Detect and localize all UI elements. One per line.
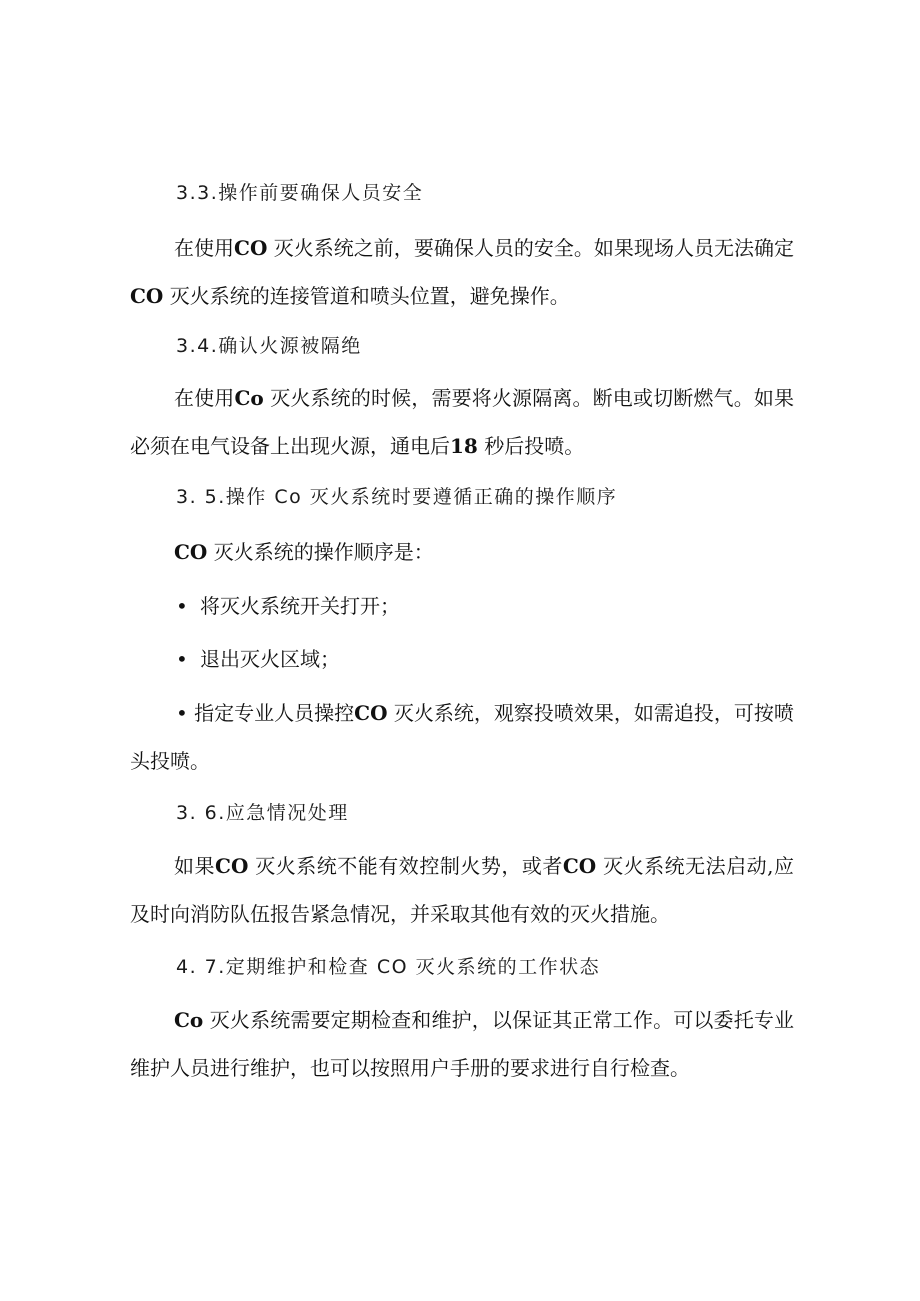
section-paragraph-4-7 — [130, 996, 794, 1092]
bullet-icon: • — [176, 594, 188, 618]
procedure-step-3 — [130, 689, 794, 785]
text-run-bold: CO — [562, 854, 597, 878]
text-run: 灭火系统的操作顺序是： — [213, 540, 434, 564]
step-text: 将灭火系统开关打开； — [200, 594, 400, 618]
text-run: 灭火系统的连接管道和喷头位置，避免操作。 — [169, 284, 570, 308]
text-run: 在使用 — [174, 386, 235, 410]
text-run: 在使用 — [174, 236, 235, 260]
procedure-step-2 — [176, 644, 340, 674]
section-heading-3-6: 3. 6.应急情况处理 — [176, 802, 349, 824]
text-run-bold: 18 — [450, 434, 478, 458]
text-run-bold: CO — [215, 854, 249, 878]
step-text: 指定专业人员操控 — [194, 701, 355, 725]
section-paragraph-3-6 — [130, 842, 794, 938]
procedure-step-1 — [176, 591, 400, 621]
text-run-bold: CO — [234, 236, 268, 260]
text-run: 灭火系统的时候，需要将火源隔离。断电或切断燃气。如果必须在电气设备上出现火源，通电后 — [130, 386, 795, 458]
text-run: 如果 — [174, 854, 216, 878]
text-run: 灭火系统无法启动,应及时向消防队伍报告紧急情况，并采取其他有效的灭火措施。 — [130, 854, 795, 926]
section-paragraph-3-3 — [130, 224, 794, 320]
bullet-icon: • — [176, 647, 188, 671]
section-heading-4-7: 4. 7.定期维护和检查 CO 灭火系统的工作状态 — [176, 956, 601, 978]
section-paragraph-3-4 — [130, 374, 794, 470]
section-heading-3-4: 3.4.确认火源被隔绝 — [176, 335, 362, 357]
step-text: 退出灭火区域； — [200, 647, 340, 671]
step-text: 灭火系统，观察投喷效果，如需追投，可按喷头投喷。 — [130, 701, 794, 773]
text-run: 灭火系统需要定期检查和维护，以保证其正常工作。可以委托专业维护人员进行维护，也可以按照用户手册的要求进行自行检查。 — [130, 1008, 795, 1080]
section-heading-3-5: 3. 5.操作 Co 灭火系统时要遵循正确的操作顺序 — [176, 486, 618, 508]
text-run-bold: CO — [174, 540, 208, 564]
text-run-bold: Co — [234, 386, 264, 410]
text-run: 秒后投喷。 — [484, 434, 585, 458]
text-run-bold: Co — [174, 1008, 204, 1032]
text-run-bold: CO — [130, 284, 164, 308]
bullet-icon: • — [176, 701, 188, 725]
text-run: 灭火系统不能有效控制火势，或者 — [255, 854, 563, 878]
procedure-intro — [174, 537, 434, 567]
section-heading-3-3: 3.3.操作前要确保人员安全 — [176, 182, 424, 204]
text-run-bold: CO — [354, 701, 388, 725]
text-run: 灭火系统之前，要确保人员的安全。如果现场人员无法确定 — [273, 236, 795, 260]
